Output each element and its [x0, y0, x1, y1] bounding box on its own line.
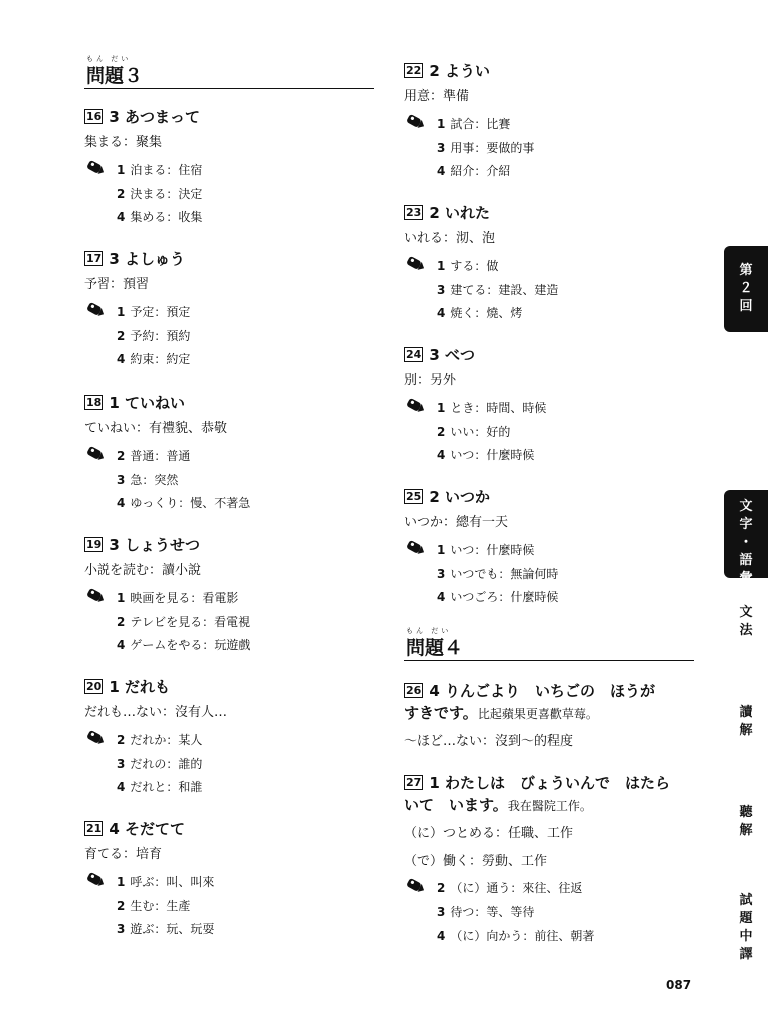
example-number: 1 — [437, 117, 446, 131]
example-number: 1 — [117, 591, 126, 605]
answer-text: 2 いれた — [429, 204, 490, 222]
answer-heading — [84, 678, 170, 696]
example-number: 3 — [437, 905, 446, 919]
example-text: いつ：什麼時候 — [450, 448, 535, 462]
example-number: 3 — [117, 472, 126, 487]
example-number: 4 — [117, 780, 126, 794]
example-item — [117, 614, 250, 630]
example-item — [437, 258, 498, 274]
example-number: 1 — [437, 543, 446, 557]
example-item — [437, 904, 534, 920]
example-item — [117, 351, 190, 367]
definition: いつか：總有一天 — [404, 515, 509, 530]
answer-text: 4 りんごより いちごの ほうが — [429, 682, 655, 700]
tab-round-label: 第 ２ 回 — [739, 263, 753, 314]
definition: だれも…ない：沒有人… — [84, 705, 228, 720]
example-number: 1 — [117, 875, 126, 889]
example-item — [437, 880, 582, 896]
example-number: 2 — [437, 881, 446, 895]
definition-1: （に）つとめる：任職、工作 — [404, 826, 574, 841]
example-text: とき：時間、時候 — [450, 401, 547, 415]
example-number: 4 — [437, 306, 446, 320]
example-number: 2 — [117, 186, 126, 201]
section-header-3 — [84, 56, 374, 89]
answer-text: 2 いつか — [429, 488, 490, 506]
example-text: ゆっくり：慢、不著急 — [130, 496, 251, 510]
example-item — [437, 447, 534, 463]
answer-heading — [404, 488, 490, 506]
example-number: 4 — [437, 929, 446, 943]
question-number: 19 — [86, 538, 102, 551]
pencil-icon — [404, 256, 426, 272]
example-text: 呼ぶ：叫、叫來 — [130, 875, 215, 889]
example-text: （に）向かう：前往、朝著 — [450, 929, 595, 943]
question-number: 20 — [86, 680, 102, 693]
example-item — [437, 928, 594, 944]
translation: 比起蘋果更喜歡草莓。 — [477, 707, 598, 721]
example-item — [117, 495, 250, 511]
example-number: 3 — [117, 922, 126, 936]
question-number: 24 — [406, 348, 422, 361]
example-item — [117, 209, 202, 225]
page-number: 087 — [666, 978, 692, 992]
tab-grammar[interactable] — [724, 604, 768, 640]
example-text: 生む：生產 — [130, 898, 191, 913]
example-text: 試合：比賽 — [450, 117, 511, 131]
example-text: 急：突然 — [130, 472, 179, 487]
example-text: 待つ：等、等待 — [450, 905, 535, 919]
answer-heading — [84, 394, 185, 412]
pencil-icon — [84, 588, 106, 604]
example-item — [117, 779, 202, 795]
example-text: だれの：誰的 — [130, 756, 203, 771]
question-number: 16 — [86, 110, 102, 123]
tab-vocabulary[interactable] — [724, 490, 768, 586]
example-number: 4 — [437, 448, 446, 462]
translation: 我在醫院工作。 — [507, 799, 592, 813]
tab-listening-label: 聽 解 — [739, 805, 753, 838]
question-number: 18 — [86, 396, 102, 409]
example-text: いつ：什麼時候 — [450, 543, 535, 557]
example-item — [437, 116, 510, 132]
example-text: 予定：預定 — [130, 305, 191, 319]
example-item — [117, 874, 214, 890]
example-item — [117, 472, 178, 488]
definition: 育てる：培育 — [84, 847, 163, 862]
tab-reading-label: 讀 解 — [739, 705, 753, 738]
answer-text: 2 ようい — [429, 62, 490, 80]
definition: 集まる：聚集 — [84, 135, 163, 150]
tab-grammar-label: 文 法 — [739, 605, 753, 638]
pencil-icon — [84, 446, 106, 462]
example-item — [117, 898, 190, 914]
example-number: 3 — [117, 756, 126, 771]
example-item — [117, 448, 190, 464]
answer-text: 1 わたしは びょういんで はたら — [429, 774, 670, 792]
definition: 〜ほど…ない：沒到〜的程度 — [404, 734, 574, 749]
example-item — [117, 162, 202, 178]
example-item — [117, 186, 202, 202]
example-item — [437, 163, 510, 179]
example-item — [437, 305, 522, 321]
question-number: 17 — [86, 252, 102, 265]
example-item — [117, 590, 238, 606]
answer-heading — [84, 250, 185, 268]
pencil-icon — [84, 730, 106, 746]
pencil-icon — [84, 160, 106, 176]
example-number: 3 — [437, 282, 446, 297]
example-text: 焼く：燒、烤 — [450, 306, 523, 320]
example-text: 遊ぶ：玩、玩耍 — [130, 922, 215, 936]
example-text: 紹介：介紹 — [450, 164, 511, 178]
example-text: ゲームをやる：玩遊戲 — [130, 638, 251, 652]
example-text: だれと：和誰 — [130, 780, 203, 794]
definition: ていねい：有禮貌、恭敬 — [84, 421, 228, 436]
example-number: 2 — [117, 733, 126, 747]
example-item — [117, 921, 214, 937]
example-text: 建てる：建設、建造 — [450, 282, 559, 297]
question-number: 27 — [406, 776, 422, 789]
example-number: 3 — [437, 566, 446, 581]
answer-heading — [404, 346, 475, 364]
definition: いれる：沏、泡 — [404, 231, 496, 246]
example-number: 2 — [437, 424, 446, 439]
example-number: 2 — [117, 898, 126, 913]
answer-text-cont: すきです。 — [404, 704, 478, 722]
example-text: する：做 — [450, 259, 499, 273]
answer-text: 1 ていねい — [109, 394, 185, 412]
tab-listening[interactable] — [724, 804, 768, 840]
pencil-icon — [84, 872, 106, 888]
example-text: だれか：某人 — [130, 733, 203, 747]
answer-text: 3 あつまって — [109, 108, 200, 126]
example-text: いつごろ：什麼時候 — [450, 590, 559, 604]
definition: 用意：準備 — [404, 89, 470, 104]
tab-translation[interactable] — [724, 892, 768, 964]
question-number: 22 — [406, 64, 422, 77]
section-ruby: もん だい — [86, 55, 132, 63]
example-number: 3 — [437, 140, 446, 155]
example-item — [437, 566, 558, 582]
pencil-icon — [404, 540, 426, 556]
definition: 小説を読む：讀小說 — [84, 563, 202, 578]
section-ruby: もん だい — [406, 627, 452, 635]
example-item — [437, 400, 546, 416]
answer-text: 3 べつ — [429, 346, 475, 364]
example-text: 約束：約定 — [130, 352, 191, 366]
example-text: 決まる：決定 — [130, 186, 203, 201]
example-number: 1 — [117, 305, 126, 319]
example-text: 集める：收集 — [130, 210, 203, 224]
example-text: 映画を見る：看電影 — [130, 591, 239, 605]
answer-heading — [84, 536, 200, 554]
example-item — [437, 282, 558, 298]
example-item — [437, 140, 534, 156]
answer-line-2 — [404, 704, 598, 723]
answer-line-1 — [404, 774, 670, 792]
pencil-icon — [404, 878, 426, 894]
example-item — [437, 589, 558, 605]
answer-text: 1 だれも — [109, 678, 170, 696]
example-item — [117, 756, 202, 772]
example-item — [117, 304, 190, 320]
tab-vocabulary-label: 文 字 ・ 語 彙 — [739, 499, 753, 586]
example-number: 4 — [117, 352, 126, 366]
section-title: 問題４ — [406, 637, 464, 659]
example-text: テレビを見る：看電視 — [130, 614, 251, 629]
answer-text: 3 しょうせつ — [109, 536, 200, 554]
example-item — [437, 424, 510, 440]
tab-round[interactable] — [724, 246, 768, 332]
answer-heading — [404, 204, 490, 222]
example-text: 泊まる：住宿 — [130, 163, 203, 177]
example-number: 4 — [117, 496, 126, 510]
example-text: （に）通う：來往、往返 — [450, 881, 583, 895]
answer-text: 3 よしゅう — [109, 250, 185, 268]
example-number: 4 — [437, 590, 446, 604]
example-number: 4 — [117, 210, 126, 224]
answer-heading — [404, 62, 490, 80]
example-number: 4 — [117, 638, 126, 652]
pencil-icon — [404, 114, 426, 130]
definition: 別：另外 — [404, 373, 457, 388]
example-text: 予約：預約 — [130, 328, 191, 343]
example-number: 1 — [437, 259, 446, 273]
question-number: 25 — [406, 490, 422, 503]
example-text: いつでも：無論何時 — [450, 566, 559, 581]
answer-text-cont: いて います。 — [404, 796, 508, 814]
definition-2: （で）働く：勞動、工作 — [404, 854, 548, 869]
pencil-icon — [84, 302, 106, 318]
example-item — [117, 328, 190, 344]
example-number: 2 — [117, 614, 126, 629]
example-number: 1 — [117, 163, 126, 177]
example-item — [117, 637, 250, 653]
tab-translation-label: 試 題 中 譯 — [739, 893, 753, 962]
answer-heading — [84, 820, 185, 838]
example-text: 用事：要做的事 — [450, 140, 535, 155]
example-number: 2 — [117, 449, 126, 463]
answer-heading — [84, 108, 200, 126]
example-item — [117, 732, 202, 748]
section-title: 問題３ — [86, 65, 144, 87]
example-text: いい：好的 — [450, 424, 511, 439]
section-header-4 — [404, 628, 694, 661]
answer-line-2 — [404, 796, 592, 815]
pencil-icon — [404, 398, 426, 414]
example-item — [437, 542, 534, 558]
definition: 予習：預習 — [84, 277, 150, 292]
example-number: 2 — [117, 328, 126, 343]
question-number: 26 — [406, 684, 422, 697]
side-tabs — [720, 0, 768, 1024]
example-number: 4 — [437, 164, 446, 178]
answer-line-1 — [404, 682, 655, 700]
answer-text: 4 そだてて — [109, 820, 185, 838]
example-text: 普通：普通 — [130, 449, 191, 463]
tab-reading[interactable] — [724, 704, 768, 740]
example-number: 1 — [437, 401, 446, 415]
question-number: 23 — [406, 206, 422, 219]
question-number: 21 — [86, 822, 102, 835]
